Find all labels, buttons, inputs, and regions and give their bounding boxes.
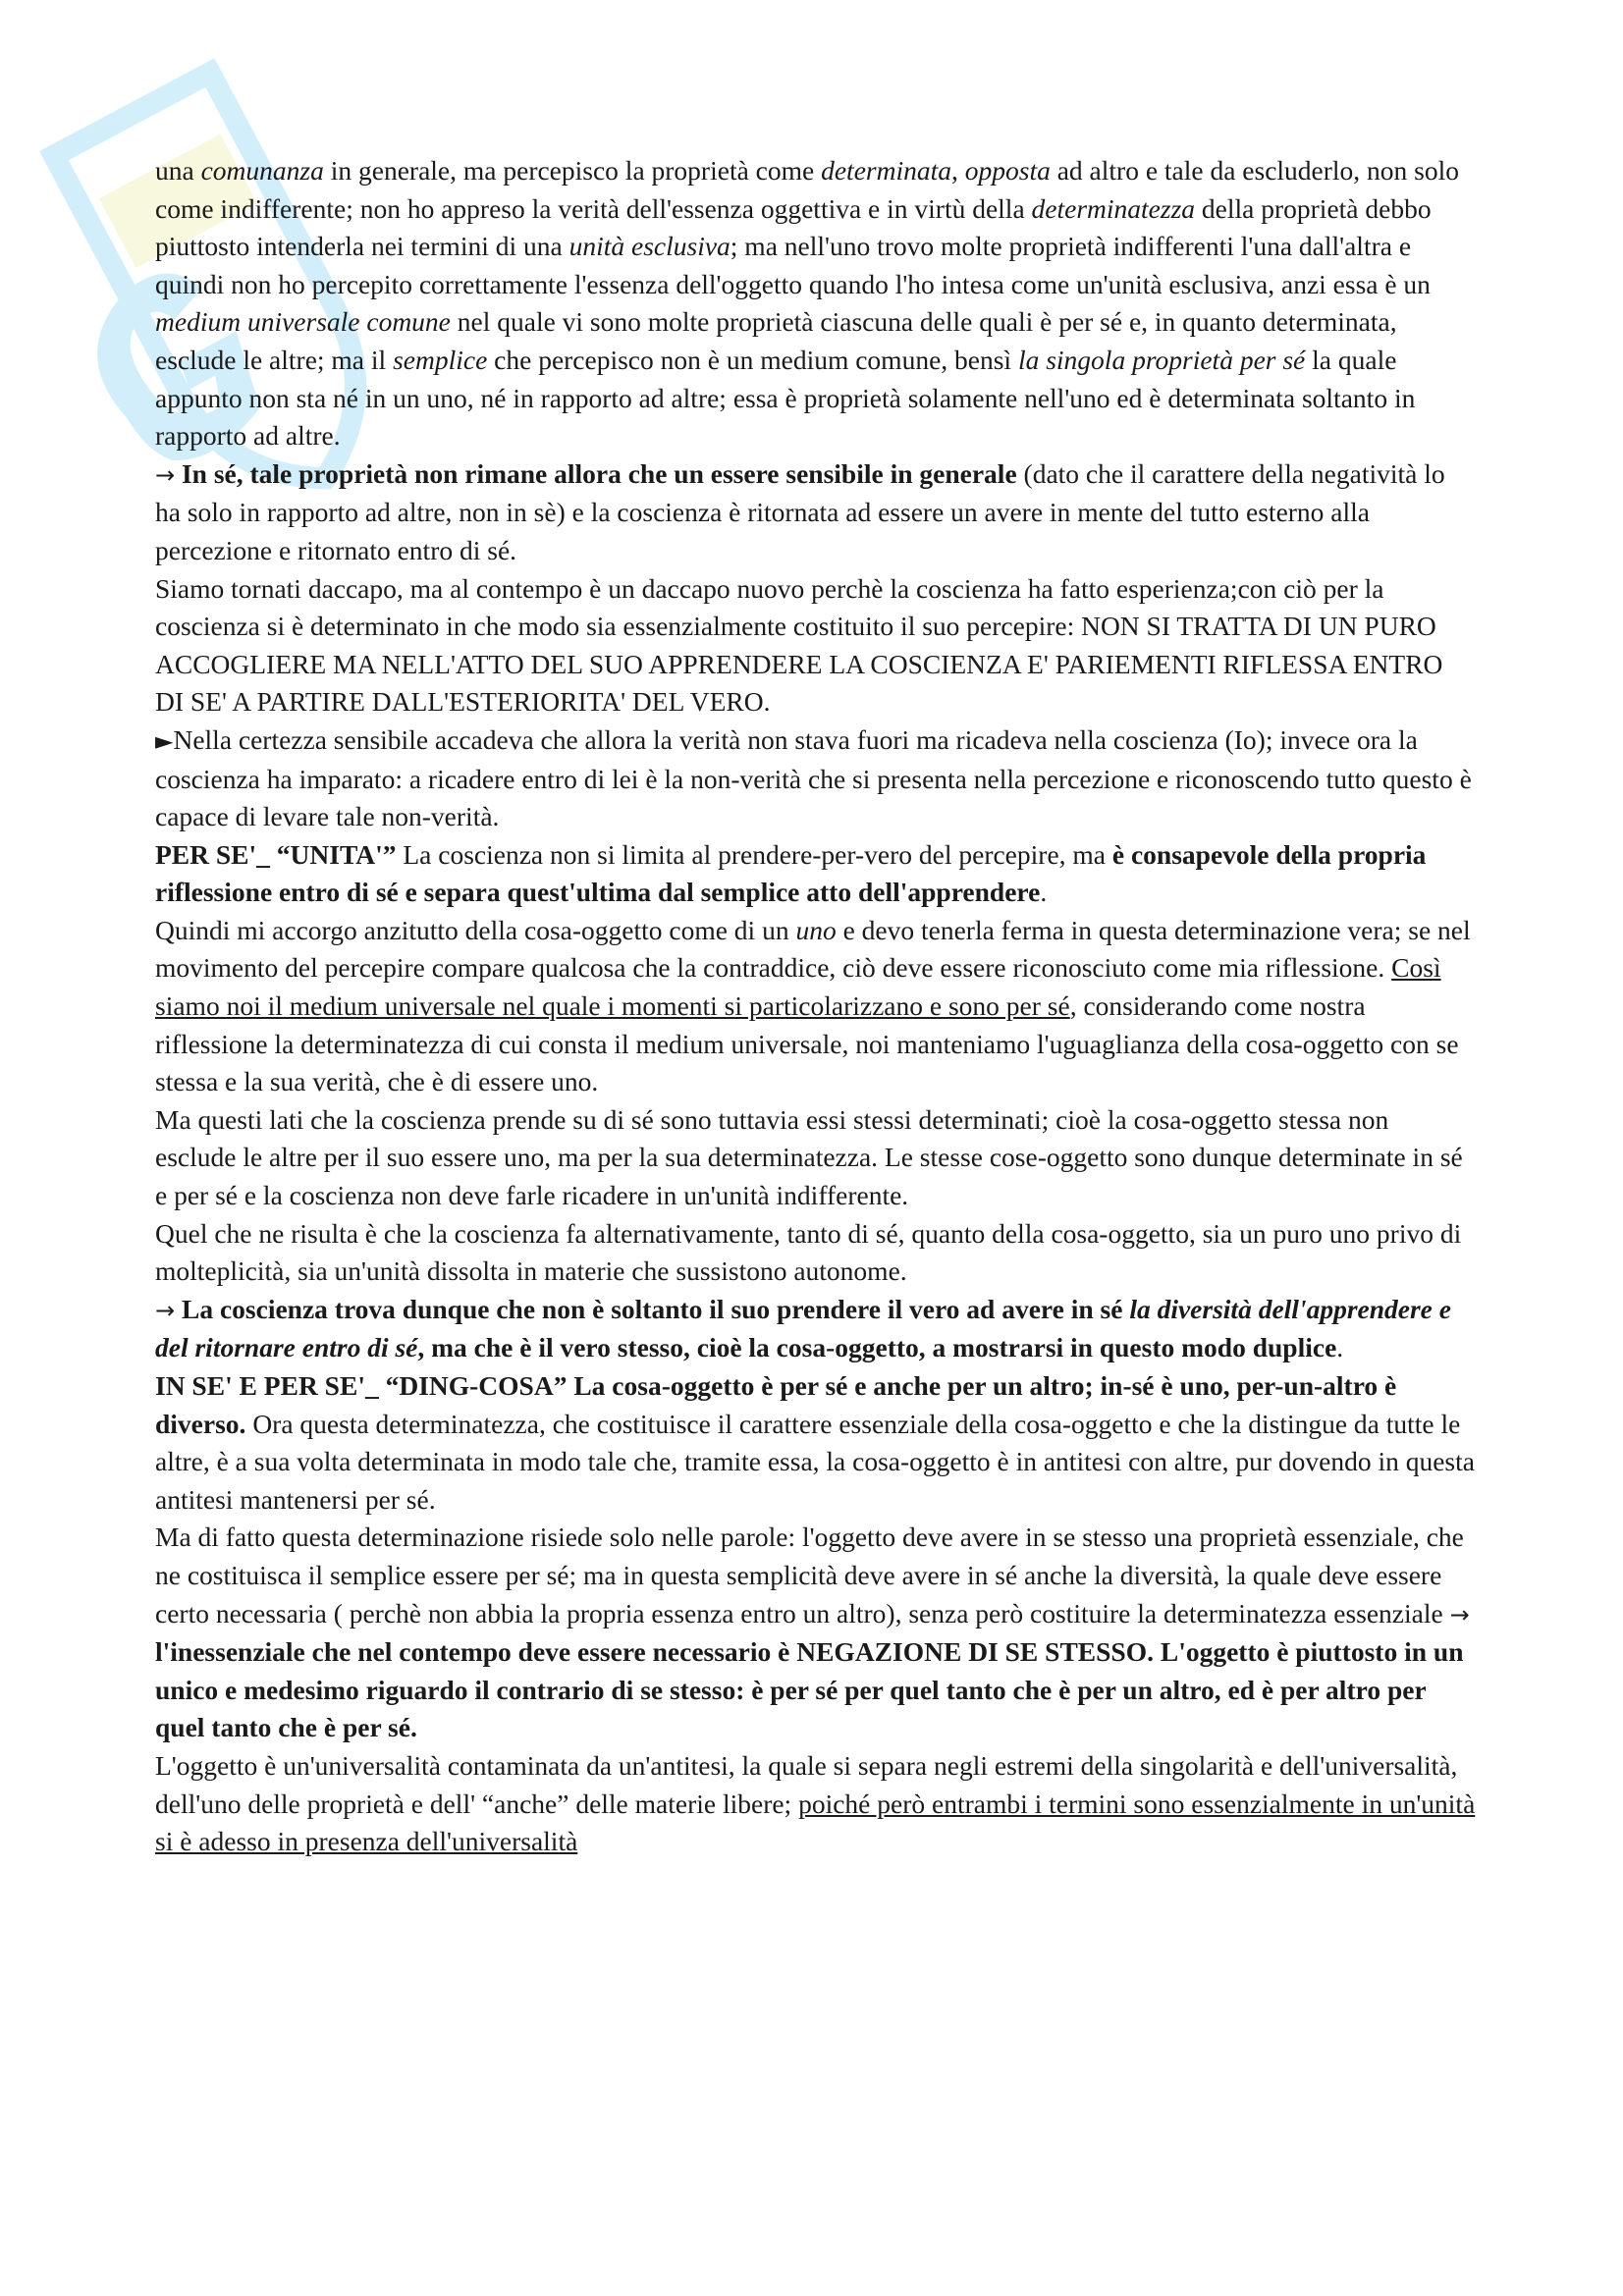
- section-heading: IN SE' E PER SE'_ “DING-COSA”: [155, 1370, 568, 1401]
- paragraph-9: → La coscienza trova dunque che non è soltanto il suo prendere il vero ad avere in sé la diversità dell'apprendere e del ritornare entro di sé, ma che è il vero stesso, cioè la cosa-oggetto, a mostrarsi in questo modo duplice.: [155, 1293, 1451, 1363]
- section-heading: PER SE'_ “UNITA'”: [155, 838, 397, 870]
- triangle-bullet-icon: ►: [155, 726, 174, 755]
- emphasis: determinata: [821, 155, 951, 186]
- emphasis: opposta: [964, 155, 1051, 186]
- arrow-right-icon: →: [1449, 1600, 1470, 1629]
- bold-text: è consapevole della propria riflessione entro di sé e separa quest'ultima dal semplice atto dell'apprendere: [155, 838, 1427, 908]
- paragraph-12: L'oggetto è un'universalità contaminata da un'antitesi, la quale si separa negli estremi della singolarità e dell'universalità, dell'uno delle proprietà e dell' “anche” delle materie libere; poiché però entrambi i termini sono essenzialmente in un'unità si è adesso in presenza dell'universalità: [155, 1749, 1476, 1857]
- underlined-text: poiché però entrambi i termini sono essenzialmente in un'unità si è adesso in presenza dell'universalità: [155, 1788, 1476, 1857]
- arrow-right-icon: →: [155, 1296, 176, 1324]
- bold-text: In sé, tale proprietà non rimane allora che un essere sensibile in generale: [175, 457, 1017, 489]
- underlined-text: Così siamo noi il medium universale nel quale i momenti si particolarizzano e sono per sé: [155, 952, 1441, 1022]
- paragraph-3: Siamo tornati daccapo, ma al contempo è un daccapo nuovo perchè la coscienza ha fatto esperienza;con ciò per la coscienza si è determinato in che modo sia essenzialmente costituito il suo percepire: NON SI TRATTA DI UN PURO ACCOGLIERE MA NELL'ATTO DEL SUO APPRENDERE LA COSCIENZA E' PARIEMENTI RIFLESSA ENTRO DI SE' A PARTIRE DALL'ESTERIORITA' DEL VERO.: [155, 572, 1443, 718]
- bold-text: La coscienza trova dunque che non è soltanto il suo prendere il vero ad avere in sé: [175, 1293, 1130, 1324]
- paragraph-5: PER SE'_ “UNITA'” La coscienza non si limita al prendere-per-vero del percepire, ma è consapevole della propria riflessione entro di sé e separa quest'ultima dal semplice atto dell'apprendere.: [155, 838, 1427, 908]
- arrow-right-icon: →: [155, 460, 176, 489]
- bold-text: La cosa-oggetto è per sé e anche per un altro; in-sé è uno, per-un-altro è diverso.: [155, 1370, 1397, 1439]
- emphasis: determinatezza: [1031, 192, 1196, 224]
- emphasis: semplice: [393, 344, 488, 375]
- paragraph-10: IN SE' E PER SE'_ “DING-COSA” La cosa-oggetto è per sé e anche per un altro; in-sé è uno, per-un-altro è diverso. Ora questa determinatezza, che costituisce il carattere essenziale della cosa-oggetto e che la distingue da tutte le altre, è a sua volta determinata in modo tale che, tramite essa, la cosa-oggetto è in antitesi con altre, pur dovendo in questa antitesi mantenersi per sé.: [155, 1370, 1475, 1515]
- paragraph-6: Quindi mi accorgo anzitutto della cosa-oggetto come di un uno e devo tenerla ferma in questa determinazione vera; se nel movimento del percepire compare qualcosa che la contraddice, ciò deve essere riconosciuto come mia riflessione. Così siamo noi il medium universale nel quale i momenti si particolarizzano e sono per sé, considerando come nostra riflessione la determinatezza di cui consta il medium universale, noi manteniamo l'uguaglianza della cosa-oggetto con se stessa e la sua verità, che è di essere uno.: [155, 914, 1471, 1097]
- emphasis: uno: [795, 914, 837, 945]
- paragraph-1: una comunanza in generale, ma percepisco la proprietà come determinata, opposta ad altro e tale da escluderlo, non solo come indifferente; non ho appreso la verità dell'essenza oggettiva e in virtù della determinatezza della proprietà debbo piuttosto intenderla nei termini di una unità esclusiva; ma nell'uno trovo molte proprietà indifferenti l'una dall'altra e quindi non ho percepito correttamente l'essenza dell'oggetto quando l'ho intesa come un'unità esclusiva, anzi essa è un medium universale comune nel quale vi sono molte proprietà ciascuna delle quali è per sé e, in quanto determinata, esclude le altre; ma il semplice che percepisco non è un medium comune, bensì la singola proprietà per sé la quale appunto non sta né in un uno, né in rapporto ad altre; essa è proprietà solamente nell'uno ed è determinata soltanto in rapporto ad altre.: [155, 155, 1460, 452]
- emphasis: la singola proprietà per sé: [1017, 344, 1306, 375]
- document-body: [155, 152, 1476, 1861]
- bold-text: l'inessenziale che nel contempo deve essere necessario è NEGAZIONE DI SE STESSO. L'oggetto è piuttosto in un unico e medesimo riguardo il contrario di se stesso: è per sé per quel tanto che è per un altro, ed è per altro per quel tanto che è per sé.: [155, 1636, 1464, 1743]
- bold-text: , ma che è il vero stesso, cioè la cosa-oggetto, a mostrarsi in questo modo duplice: [417, 1332, 1337, 1363]
- emphasis: medium universale comune: [155, 306, 451, 338]
- emphasis: unità esclusiva: [568, 231, 730, 262]
- paragraph-4: ►Nella certezza sensibile accadeva che allora la verità non stava fuori ma ricadeva nella coscienza (Io); invece ora la coscienza ha imparato: a ricadere entro di lei è la non-verità che si presenta nella percezione e riconoscendo tutto questo è capace di levare tale non-verità.: [155, 723, 1472, 832]
- emphasis: comunanza: [200, 155, 324, 186]
- paragraph-11: Ma di fatto questa determinazione risiede solo nelle parole: l'oggetto deve avere in se stesso una proprietà essenziale, che ne costituisca il semplice essere per sé; ma in questa semplicità deve avere in sé anche la diversità, la quale deve essere certo necessaria ( perchè non abbia la propria essenza entro un altro), senza però costituire la determinatezza essenziale → l'inessenziale che nel contempo deve essere necessario è NEGAZIONE DI SE STESSO. L'oggetto è piuttosto in un unico e medesimo riguardo il contrario di se stesso: è per sé per quel tanto che è per un altro, ed è per altro per quel tanto che è per sé.: [155, 1522, 1470, 1743]
- paragraph-2: → In sé, tale proprietà non rimane allora che un essere sensibile in generale (dato che il carattere della negatività lo ha solo in rapporto ad altre, non in sè) e la coscienza è ritornata ad essere un avere in mente del tutto esterno alla percezione e ritornato entro di sé.: [155, 457, 1445, 565]
- bold-italic-text: la diversità dell'apprendere e del ritornare entro di sé: [155, 1293, 1451, 1363]
- paragraph-8: Quel che ne risulta è che la coscienza fa alternativamente, tanto di sé, quanto della cosa-oggetto, sia un puro uno privo di molteplicità, sia un'unità dissolta in materie che sussistono autonome.: [155, 1217, 1462, 1287]
- paragraph-7: Ma questi lati che la coscienza prende su di sé sono tuttavia essi stessi determinati; cioè la cosa-oggetto stessa non esclude le altre per il suo essere uno, ma per la sua determinatezza. Le stesse cose-oggetto sono dunque determinate in sé e per sé e la coscienza non deve farle ricadere in un'unità indifferente.: [155, 1103, 1463, 1211]
